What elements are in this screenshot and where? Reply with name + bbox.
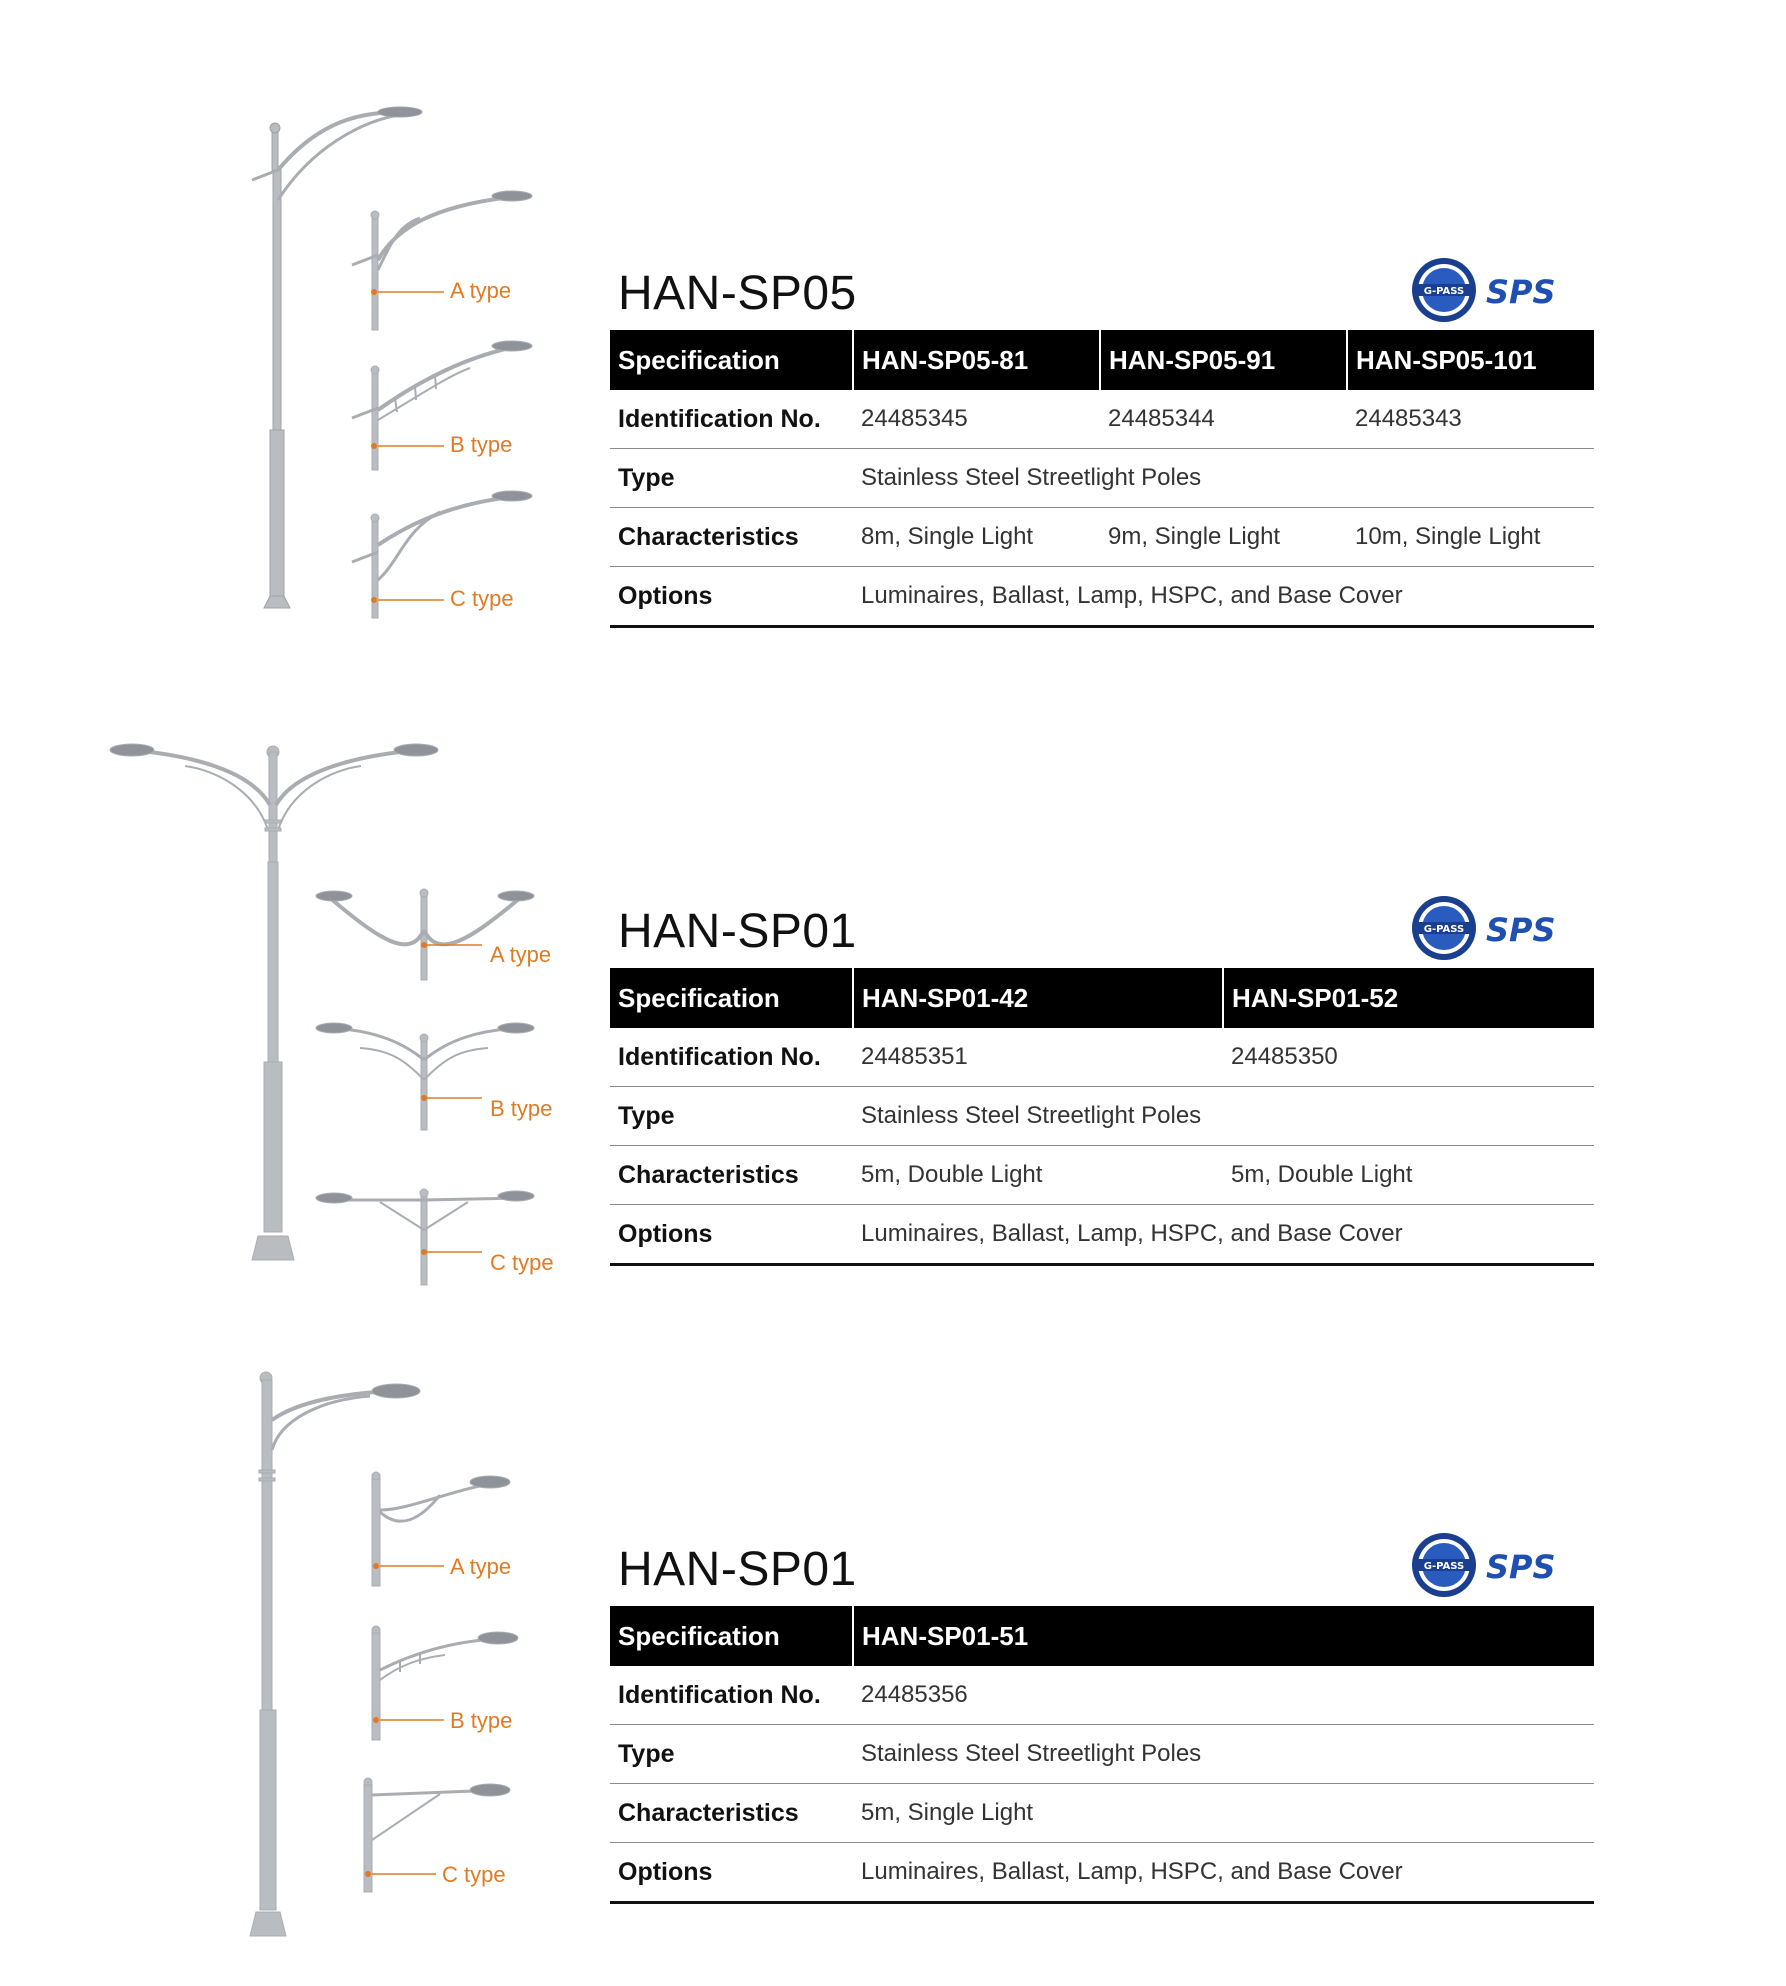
main-pole-icon [250, 1372, 420, 1936]
header-model: HAN-SP01-51 [853, 1606, 1594, 1666]
cell-value: Luminaires, Ballast, Lamp, HSPC, and Base Cover [853, 1843, 1594, 1903]
certification-logos [1408, 893, 1568, 963]
a-type-pole-icon [352, 191, 532, 330]
svg-text:SPS: SPS [1486, 911, 1556, 949]
header-specification: Specification [610, 330, 853, 390]
product-section-han-sp05 [0, 0, 1786, 650]
a-type-label: A type [490, 942, 552, 967]
pole-illustrations [0, 640, 580, 1300]
row-label: Characteristics [610, 1784, 853, 1843]
gpass-logo-icon [1412, 1533, 1476, 1597]
cell-value: 24485350 [1223, 1028, 1594, 1087]
row-label: Options [610, 1205, 853, 1265]
row-label: Type [610, 1087, 853, 1146]
header-model: HAN-SP01-42 [853, 968, 1223, 1028]
gpass-logo-icon [1412, 896, 1476, 960]
header-specification: Specification [610, 1606, 853, 1666]
table-row [610, 1784, 1594, 1843]
table-row [610, 508, 1594, 567]
svg-text:SPS: SPS [1486, 1548, 1556, 1586]
sps-logo-icon [1486, 273, 1556, 311]
sps-logo-icon [1486, 911, 1556, 949]
row-label: Identification No. [610, 1028, 853, 1087]
table-row [610, 1725, 1594, 1784]
header-specification: Specification [610, 968, 853, 1028]
cell-value: Stainless Steel Streetlight Poles [853, 1087, 1594, 1146]
row-label: Identification No. [610, 1666, 853, 1725]
main-double-pole-icon [110, 744, 438, 1260]
svg-text:G-PASS: G-PASS [1423, 1561, 1465, 1572]
cell-value: 24485343 [1347, 390, 1594, 449]
product-title: HAN-SP01 [618, 1543, 857, 1596]
header-model: HAN-SP05-101 [1347, 330, 1594, 390]
b-type-label: B type [450, 1708, 513, 1733]
table-row [610, 449, 1594, 508]
product-section-han-sp01-single [0, 1300, 1786, 1986]
c-type-label: C type [450, 586, 514, 611]
pole-illustrations [0, 0, 580, 650]
certification-logos [1408, 1530, 1568, 1600]
sps-logo-icon [1486, 1548, 1556, 1586]
cell-value: 5m, Double Light [853, 1146, 1223, 1205]
b-type-label: B type [490, 1096, 553, 1121]
specification-table [610, 968, 1594, 1266]
table-row [610, 1146, 1594, 1205]
product-title: HAN-SP05 [618, 267, 857, 320]
svg-text:G-PASS: G-PASS [1423, 286, 1465, 297]
row-label: Options [610, 1843, 853, 1903]
cell-value: 5m, Double Light [1223, 1146, 1594, 1205]
header-model: HAN-SP01-52 [1223, 968, 1594, 1028]
c-type-label: C type [490, 1250, 554, 1275]
cell-value: 24485351 [853, 1028, 1223, 1087]
table-row [610, 1843, 1594, 1903]
table-header-row [610, 968, 1594, 1028]
b-type-label: B type [450, 432, 513, 457]
cell-value: 8m, Single Light [853, 508, 1100, 567]
a-type-label: A type [450, 278, 512, 303]
table-row [610, 1028, 1594, 1087]
row-label: Identification No. [610, 390, 853, 449]
cell-value: 9m, Single Light [1100, 508, 1347, 567]
table-row [610, 390, 1594, 449]
specification-table [610, 330, 1594, 628]
table-row [610, 1205, 1594, 1265]
header-model: HAN-SP05-91 [1100, 330, 1347, 390]
svg-text:SPS: SPS [1486, 273, 1556, 311]
product-title: HAN-SP01 [618, 905, 857, 958]
cell-value: Stainless Steel Streetlight Poles [853, 1725, 1594, 1784]
certification-logos [1408, 255, 1568, 325]
cell-value: 5m, Single Light [853, 1784, 1594, 1843]
cell-value: 24485356 [853, 1666, 1594, 1725]
table-header-row [610, 1606, 1594, 1666]
cell-value: 24485345 [853, 390, 1100, 449]
row-label: Options [610, 567, 853, 627]
a-type-label: A type [450, 1554, 512, 1579]
svg-text:G-PASS: G-PASS [1423, 924, 1465, 935]
cell-value: 24485344 [1100, 390, 1347, 449]
specification-table [610, 1606, 1594, 1904]
cell-value: Luminaires, Ballast, Lamp, HSPC, and Base Cover [853, 1205, 1594, 1265]
row-label: Type [610, 1725, 853, 1784]
row-label: Type [610, 449, 853, 508]
row-label: Characteristics [610, 508, 853, 567]
cell-value: Luminaires, Ballast, Lamp, HSPC, and Base Cover [853, 567, 1594, 627]
table-row [610, 567, 1594, 627]
product-section-han-sp01-double [0, 640, 1786, 1300]
table-row [610, 1666, 1594, 1725]
c-type-label: C type [442, 1862, 506, 1887]
table-header-row [610, 330, 1594, 390]
cell-value: 10m, Single Light [1347, 508, 1594, 567]
table-row [610, 1087, 1594, 1146]
row-label: Characteristics [610, 1146, 853, 1205]
cell-value: Stainless Steel Streetlight Poles [853, 449, 1594, 508]
header-model: HAN-SP05-81 [853, 330, 1100, 390]
gpass-logo-icon [1412, 258, 1476, 322]
